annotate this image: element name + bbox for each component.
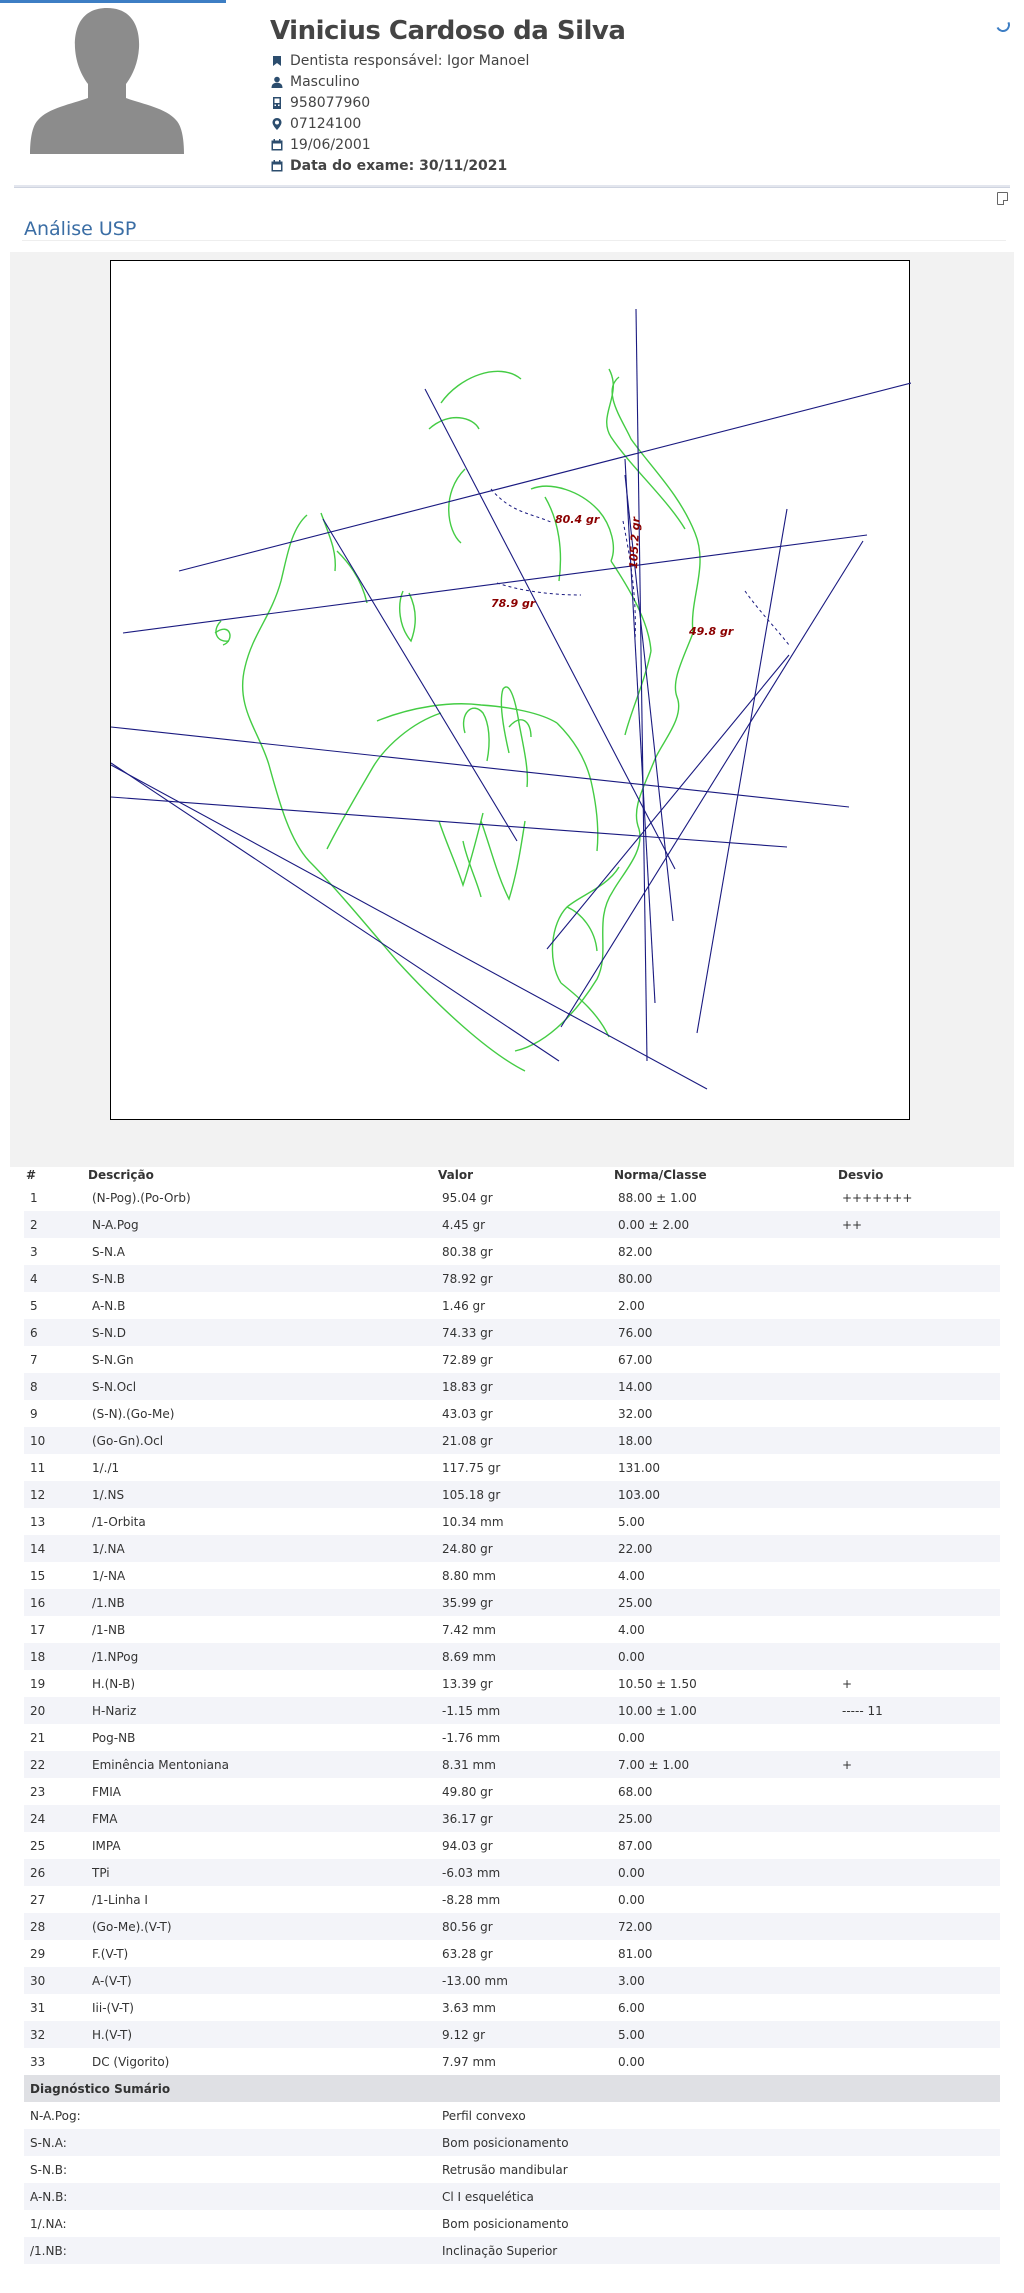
cell-value: 9.12 gr bbox=[436, 2021, 612, 2048]
cell-norm: 131.00 bbox=[618, 1460, 660, 1475]
cell-description: Eminência Mentoniana bbox=[86, 1751, 436, 1778]
angle-label-1: 80.4 gr bbox=[555, 513, 600, 526]
user-icon bbox=[270, 75, 284, 89]
summary-title: Diagnóstico Sumário bbox=[24, 2075, 1000, 2102]
cell-description: 1/-NA bbox=[92, 1568, 126, 1583]
cell-value: 10.34 mm bbox=[442, 1514, 504, 1529]
cell-number: 14 bbox=[24, 1535, 86, 1562]
table-row bbox=[24, 1859, 1000, 1886]
cell-value: 8.69 mm bbox=[436, 1643, 612, 1670]
cell-value: 80.56 gr bbox=[436, 1913, 612, 1940]
table-row bbox=[24, 1886, 1000, 1913]
cell-number: 20 bbox=[24, 1697, 86, 1724]
summary-diagnosis: Bom posicionamento bbox=[436, 2129, 1000, 2156]
summary-section bbox=[24, 2075, 1000, 2264]
cephalometric-tracing-frame bbox=[110, 260, 910, 1120]
cell-description: A-(V-T) bbox=[86, 1967, 436, 1994]
cell-deviation bbox=[836, 1265, 1000, 1292]
cell-norm: 0.00 bbox=[618, 1730, 645, 1745]
cell-description: /1.NB bbox=[86, 1589, 436, 1616]
table-row bbox=[24, 1508, 1000, 1535]
cell-deviation bbox=[836, 1886, 1000, 1913]
cell-deviation: + bbox=[842, 1676, 853, 1691]
cell-number: 1 bbox=[30, 1190, 38, 1205]
dentist-text: Dentista responsável: Igor Manoel bbox=[290, 52, 530, 69]
cell-number: 27 bbox=[30, 1892, 46, 1907]
cell-norm: 2.00 bbox=[618, 1298, 645, 1313]
cell-number: 17 bbox=[30, 1622, 46, 1637]
cell-value: 3.63 mm bbox=[442, 2000, 496, 2015]
cell-deviation: ----- 11 bbox=[836, 1697, 1000, 1724]
cell-value: 49.80 gr bbox=[442, 1784, 493, 1799]
angle-label-3: 105.2 gr bbox=[627, 516, 643, 570]
cell-norm: 87.00 bbox=[618, 1838, 653, 1853]
cell-value: 63.28 gr bbox=[442, 1946, 493, 1961]
cell-norm: 68.00 bbox=[618, 1784, 653, 1799]
cell-number: 22 bbox=[24, 1751, 86, 1778]
summary-measure: 1/.NA: bbox=[30, 2216, 67, 2231]
calendar-icon bbox=[270, 159, 284, 173]
cell-value: -13.00 mm bbox=[436, 1967, 612, 1994]
cell-deviation bbox=[836, 1238, 1000, 1265]
cell-value: 36.17 gr bbox=[436, 1805, 612, 1832]
table-row bbox=[24, 1913, 1000, 1940]
angle-labels bbox=[491, 513, 734, 638]
cell-norm: 14.00 bbox=[612, 1373, 836, 1400]
cell-value: 72.89 gr bbox=[442, 1352, 493, 1367]
table-row bbox=[24, 1967, 1000, 1994]
cell-value: 95.04 gr bbox=[442, 1190, 493, 1205]
cell-value: 7.97 mm bbox=[442, 2054, 496, 2069]
table-row bbox=[24, 1400, 1000, 1427]
cell-norm: 81.00 bbox=[618, 1946, 653, 1961]
summary-row bbox=[24, 2156, 1000, 2183]
cell-number: 32 bbox=[24, 2021, 86, 2048]
cell-norm: 82.00 bbox=[618, 1244, 653, 1259]
cell-deviation bbox=[836, 1616, 1000, 1643]
cephalometric-tracing bbox=[111, 261, 911, 1121]
cell-number: 15 bbox=[30, 1568, 46, 1583]
cell-number: 31 bbox=[30, 2000, 46, 2015]
cell-value: 18.83 gr bbox=[436, 1373, 612, 1400]
table-row bbox=[24, 1670, 1000, 1697]
summary-measure: /1.NB: bbox=[24, 2237, 436, 2264]
cell-value: -1.76 mm bbox=[442, 1730, 501, 1745]
cell-number: 18 bbox=[24, 1643, 86, 1670]
cell-value: 1.46 gr bbox=[442, 1298, 486, 1313]
cell-deviation bbox=[836, 1643, 1000, 1670]
summary-row bbox=[24, 2237, 1000, 2264]
cell-norm: 72.00 bbox=[612, 1913, 836, 1940]
cell-number: 13 bbox=[30, 1514, 46, 1529]
cell-norm: 0.00 bbox=[612, 1859, 836, 1886]
cell-number: 33 bbox=[30, 2054, 46, 2069]
summary-header-row bbox=[24, 2075, 1000, 2102]
table-row bbox=[24, 1238, 1000, 1265]
cell-value: 94.03 gr bbox=[442, 1838, 493, 1853]
cell-value: -8.28 mm bbox=[442, 1892, 501, 1907]
cell-value: 13.39 gr bbox=[442, 1676, 493, 1691]
cell-value: -6.03 mm bbox=[436, 1859, 612, 1886]
cell-description: /1.NPog bbox=[86, 1643, 436, 1670]
cell-description: FMA bbox=[86, 1805, 436, 1832]
cell-value: 24.80 gr bbox=[436, 1535, 612, 1562]
anatomy-outline bbox=[215, 369, 700, 1071]
cell-value: 80.38 gr bbox=[442, 1244, 493, 1259]
cell-norm: 22.00 bbox=[612, 1535, 836, 1562]
cell-description: 1/.NA bbox=[86, 1535, 436, 1562]
table-row bbox=[24, 1724, 1000, 1751]
cell-deviation bbox=[836, 1859, 1000, 1886]
cell-deviation bbox=[836, 1805, 1000, 1832]
cell-norm: 7.00 ± 1.00 bbox=[612, 1751, 836, 1778]
cell-deviation bbox=[836, 1967, 1000, 1994]
cell-number: 23 bbox=[30, 1784, 46, 1799]
table-row bbox=[24, 1265, 1000, 1292]
exam-date-text: Data do exame: 30/11/2021 bbox=[290, 157, 508, 174]
cell-description: 1/.NS bbox=[86, 1481, 436, 1508]
cell-deviation bbox=[836, 1481, 1000, 1508]
angle-label-2: 78.9 gr bbox=[491, 597, 536, 610]
tooth-icon bbox=[270, 54, 284, 68]
cell-norm: 0.00 bbox=[618, 1892, 645, 1907]
sex-text: Masculino bbox=[290, 73, 360, 90]
cell-number: 5 bbox=[30, 1298, 38, 1313]
cell-number: 3 bbox=[30, 1244, 38, 1259]
cell-value: 74.33 gr bbox=[436, 1319, 612, 1346]
cell-number: 19 bbox=[30, 1676, 46, 1691]
cell-description: /1-Linha I bbox=[92, 1892, 148, 1907]
document-icon[interactable] bbox=[997, 192, 1008, 205]
table-row bbox=[24, 1994, 1000, 2021]
cell-description: 1/./1 bbox=[92, 1460, 120, 1475]
summary-row bbox=[24, 2183, 1000, 2210]
cell-number: 7 bbox=[30, 1352, 38, 1367]
zip-line bbox=[270, 113, 625, 134]
col-header-description: Descrição bbox=[88, 1168, 154, 1182]
measurement-rows bbox=[24, 1184, 1000, 2075]
cell-value: 117.75 gr bbox=[442, 1460, 501, 1475]
table-row bbox=[24, 1211, 1000, 1238]
cell-description: Pog-NB bbox=[92, 1730, 136, 1745]
cell-value: 43.03 gr bbox=[442, 1406, 493, 1421]
col-header-norm: Norma/Classe bbox=[614, 1168, 707, 1182]
cell-deviation: ++ bbox=[836, 1211, 1000, 1238]
patient-name: Vinicius Cardoso da Silva bbox=[270, 16, 626, 46]
cell-deviation bbox=[836, 1319, 1000, 1346]
cell-norm: 6.00 bbox=[618, 2000, 645, 2015]
cell-deviation bbox=[836, 1832, 1000, 1859]
cell-norm: 88.00 ± 1.00 bbox=[618, 1190, 697, 1205]
cell-description: F.(V-T) bbox=[92, 1946, 129, 1961]
cell-number: 26 bbox=[24, 1859, 86, 1886]
table-row bbox=[24, 1697, 1000, 1724]
cell-value: -1.15 mm bbox=[436, 1697, 612, 1724]
cell-number: 12 bbox=[24, 1481, 86, 1508]
table-row bbox=[24, 2048, 1000, 2075]
birth-line bbox=[270, 134, 625, 155]
cell-description: /1-Orbita bbox=[92, 1514, 146, 1529]
cell-description: S-N.B bbox=[86, 1265, 436, 1292]
cell-description: DC (Vigorito) bbox=[92, 2054, 170, 2069]
summary-diagnosis: Cl I esquelética bbox=[436, 2183, 1000, 2210]
angle-label-4: 49.8 gr bbox=[689, 625, 734, 638]
cell-value: 35.99 gr bbox=[436, 1589, 612, 1616]
cell-deviation bbox=[836, 1994, 1000, 2021]
summary-row bbox=[24, 2102, 1000, 2129]
cell-norm: 0.00 bbox=[618, 2054, 645, 2069]
cell-norm: 25.00 bbox=[612, 1589, 836, 1616]
table-row bbox=[24, 1481, 1000, 1508]
cell-deviation bbox=[836, 1373, 1000, 1400]
cell-deviation bbox=[836, 1778, 1000, 1805]
cell-description: Iii-(V-T) bbox=[92, 2000, 134, 2015]
cell-deviation bbox=[836, 1427, 1000, 1454]
summary-measure: A-N.B: bbox=[24, 2183, 436, 2210]
cell-value: 4.45 gr bbox=[436, 1211, 612, 1238]
table-row bbox=[24, 1535, 1000, 1562]
cell-norm: 3.00 bbox=[612, 1967, 836, 1994]
cell-deviation bbox=[836, 1292, 1000, 1319]
cell-deviation bbox=[836, 1508, 1000, 1535]
cell-norm: 76.00 bbox=[612, 1319, 836, 1346]
table-row bbox=[24, 1589, 1000, 1616]
cell-description: /1-NB bbox=[92, 1622, 126, 1637]
cell-number: 16 bbox=[24, 1589, 86, 1616]
cell-description: H-Nariz bbox=[86, 1697, 436, 1724]
cell-description: H.(N-B) bbox=[92, 1676, 136, 1691]
table-row bbox=[24, 1184, 1000, 1211]
col-header-deviation: Desvio bbox=[838, 1168, 884, 1182]
reference-lines bbox=[111, 309, 911, 1089]
table-row bbox=[24, 1778, 1000, 1805]
avatar bbox=[28, 6, 186, 154]
header-divider bbox=[14, 185, 1010, 188]
phone-text: 958077960 bbox=[290, 94, 371, 111]
cell-norm: 18.00 bbox=[612, 1427, 836, 1454]
dentist-line bbox=[270, 50, 625, 71]
cell-deviation bbox=[836, 1913, 1000, 1940]
summary-diagnosis: Bom posicionamento bbox=[442, 2216, 569, 2231]
table-row bbox=[24, 1940, 1000, 1967]
summary-row bbox=[24, 2129, 1000, 2156]
table-row bbox=[24, 1319, 1000, 1346]
cell-deviation bbox=[836, 1589, 1000, 1616]
map-pin-icon bbox=[270, 117, 284, 131]
cell-value: 78.92 gr bbox=[436, 1265, 612, 1292]
cell-number: 4 bbox=[24, 1265, 86, 1292]
table-row bbox=[24, 1427, 1000, 1454]
cell-value: 8.31 mm bbox=[436, 1751, 612, 1778]
cell-description: S-N.A bbox=[92, 1244, 125, 1259]
cell-norm: 5.00 bbox=[618, 1514, 645, 1529]
cell-number: 28 bbox=[24, 1913, 86, 1940]
cell-deviation bbox=[836, 2021, 1000, 2048]
table-row bbox=[24, 1346, 1000, 1373]
cell-deviation bbox=[836, 1940, 1000, 1967]
summary-measure: N-A.Pog: bbox=[30, 2108, 81, 2123]
analysis-title: Análise USP bbox=[24, 218, 137, 240]
cell-description: IMPA bbox=[92, 1838, 121, 1853]
cell-value: 7.42 mm bbox=[442, 1622, 496, 1637]
cell-description: H.(V-T) bbox=[86, 2021, 436, 2048]
cell-description: S-N.Gn bbox=[92, 1352, 134, 1367]
cell-number: 6 bbox=[24, 1319, 86, 1346]
cell-deviation bbox=[836, 1454, 1000, 1481]
cell-number: 2 bbox=[24, 1211, 86, 1238]
cell-norm: 25.00 bbox=[612, 1805, 836, 1832]
cell-description: (Go-Me).(V-T) bbox=[86, 1913, 436, 1940]
exam-date-line bbox=[270, 155, 625, 176]
table-row bbox=[24, 1832, 1000, 1859]
cell-number: 29 bbox=[30, 1946, 46, 1961]
phone-icon bbox=[270, 96, 284, 110]
cell-number: 30 bbox=[24, 1967, 86, 1994]
birth-text: 19/06/2001 bbox=[290, 136, 371, 153]
cell-value: 21.08 gr bbox=[436, 1427, 612, 1454]
table-row bbox=[24, 1292, 1000, 1319]
cell-deviation bbox=[836, 1562, 1000, 1589]
summary-diagnosis: Perfil convexo bbox=[442, 2108, 526, 2123]
col-header-number: # bbox=[26, 1168, 37, 1182]
cell-number: 9 bbox=[30, 1406, 38, 1421]
cell-number: 24 bbox=[24, 1805, 86, 1832]
cell-deviation bbox=[836, 1346, 1000, 1373]
cephalometric-tracing-area bbox=[10, 252, 1014, 1167]
cell-deviation bbox=[836, 2048, 1000, 2075]
patient-header bbox=[0, 0, 1024, 180]
avatar-silhouette-icon bbox=[28, 6, 186, 154]
cell-description: (N-Pog).(Po-Orb) bbox=[92, 1190, 191, 1205]
cell-description: FMIA bbox=[92, 1784, 122, 1799]
cell-norm: 67.00 bbox=[618, 1352, 653, 1367]
cell-deviation bbox=[836, 1724, 1000, 1751]
summary-diagnosis: Inclinação Superior bbox=[436, 2237, 1000, 2264]
cell-description: (Go-Gn).Ocl bbox=[86, 1427, 436, 1454]
cell-norm: 103.00 bbox=[612, 1481, 836, 1508]
cell-norm: 5.00 bbox=[612, 2021, 836, 2048]
table-row bbox=[24, 2021, 1000, 2048]
summary-measure: S-N.A: bbox=[24, 2129, 436, 2156]
cell-description: (S-N).(Go-Me) bbox=[92, 1406, 175, 1421]
summary-measure: S-N.B: bbox=[30, 2162, 68, 2177]
cell-norm: 80.00 bbox=[612, 1265, 836, 1292]
cell-description: S-N.D bbox=[86, 1319, 436, 1346]
table-row bbox=[24, 1751, 1000, 1778]
cell-number: 10 bbox=[24, 1427, 86, 1454]
cell-deviation: +++++++ bbox=[842, 1190, 913, 1205]
table-row bbox=[24, 1643, 1000, 1670]
table-row bbox=[24, 1454, 1000, 1481]
cell-deviation bbox=[836, 1535, 1000, 1562]
table-row bbox=[24, 1373, 1000, 1400]
summary-diagnosis: Retrusão mandibular bbox=[442, 2162, 568, 2177]
col-header-value: Valor bbox=[438, 1168, 474, 1182]
cell-norm: 10.50 ± 1.50 bbox=[618, 1676, 697, 1691]
calendar-icon bbox=[270, 138, 284, 152]
table-row bbox=[24, 1805, 1000, 1832]
cell-norm: 0.00 bbox=[612, 1643, 836, 1670]
cell-number: 25 bbox=[30, 1838, 46, 1853]
patient-info bbox=[270, 16, 625, 176]
cell-number: 11 bbox=[30, 1460, 46, 1475]
summary-row bbox=[24, 2210, 1000, 2237]
sex-line bbox=[270, 71, 625, 92]
cell-norm: 4.00 bbox=[618, 1622, 645, 1637]
cell-description: A-N.B bbox=[92, 1298, 126, 1313]
cell-description: N-A.Pog bbox=[86, 1211, 436, 1238]
cell-norm: 4.00 bbox=[618, 1568, 645, 1583]
cell-norm: 32.00 bbox=[618, 1406, 653, 1421]
table-header-row bbox=[24, 1166, 1000, 1184]
cell-deviation bbox=[836, 1400, 1000, 1427]
cell-description: TPi bbox=[86, 1859, 436, 1886]
table-row bbox=[24, 1562, 1000, 1589]
cell-norm: 10.00 ± 1.00 bbox=[612, 1697, 836, 1724]
phone-line bbox=[270, 92, 625, 113]
cell-value: 105.18 gr bbox=[436, 1481, 612, 1508]
table-row bbox=[24, 1616, 1000, 1643]
cell-deviation: + bbox=[836, 1751, 1000, 1778]
zip-text: 07124100 bbox=[290, 115, 362, 132]
analysis-table bbox=[24, 1166, 1000, 2264]
cell-value: 8.80 mm bbox=[442, 1568, 496, 1583]
cell-number: 21 bbox=[30, 1730, 46, 1745]
cell-number: 8 bbox=[24, 1373, 86, 1400]
cell-description: S-N.Ocl bbox=[86, 1373, 436, 1400]
cell-norm: 0.00 ± 2.00 bbox=[612, 1211, 836, 1238]
section-rule bbox=[22, 240, 1006, 241]
